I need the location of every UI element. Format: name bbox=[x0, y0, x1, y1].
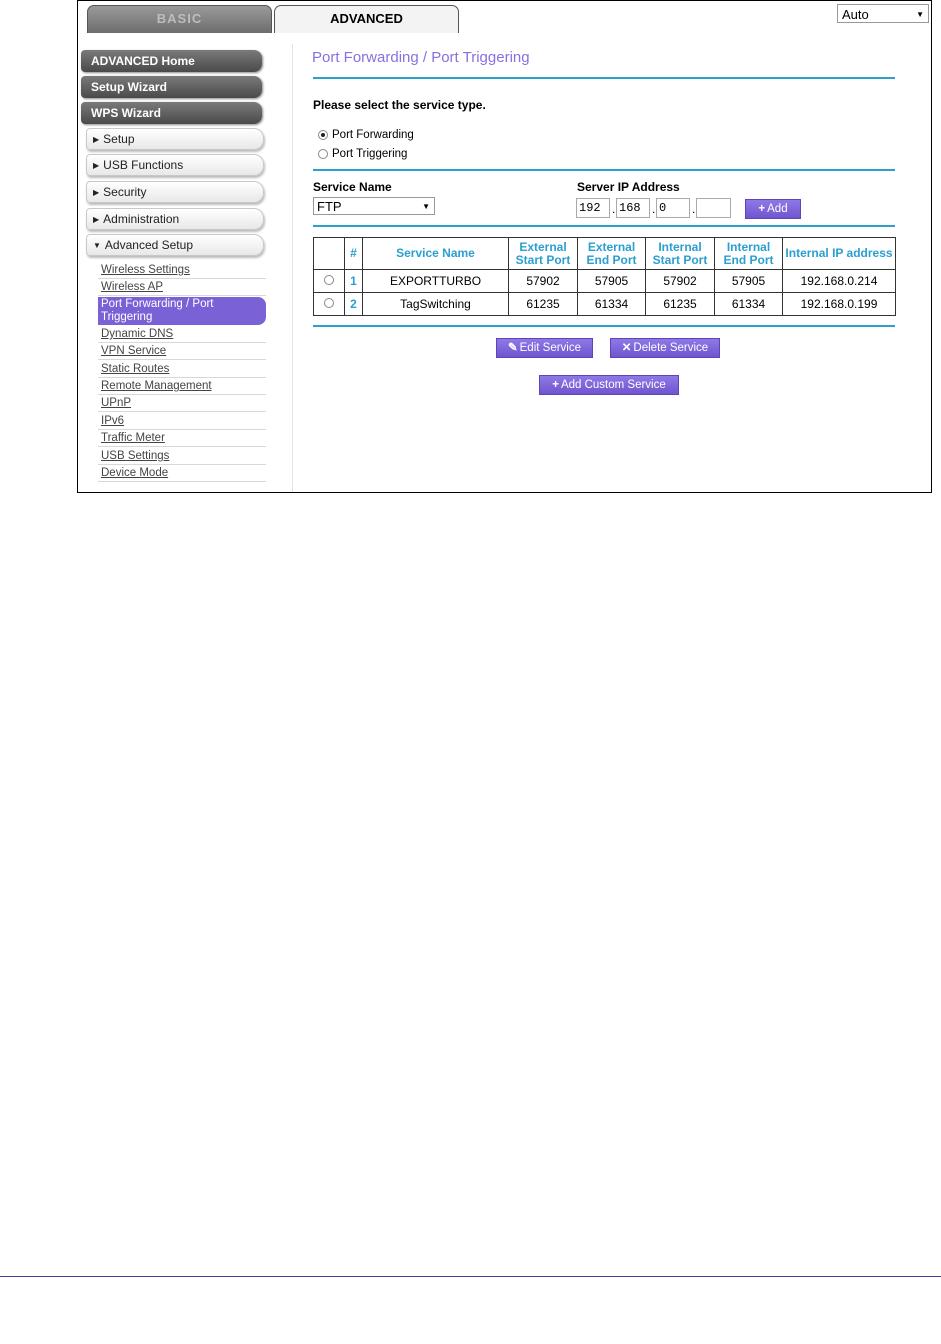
add-button-label: Add bbox=[767, 203, 788, 215]
sidebar-group-label: Security bbox=[103, 185, 147, 199]
plus-icon: + bbox=[758, 203, 766, 215]
radio-port-forwarding[interactable] bbox=[318, 130, 328, 140]
sidebar-group-usb-functions[interactable] bbox=[86, 154, 264, 176]
sidebar-item-device-mode[interactable]: Device Mode bbox=[98, 465, 266, 482]
table-row bbox=[314, 293, 896, 316]
add-custom-service-label: Add Custom Service bbox=[560, 379, 666, 391]
table-header-row bbox=[314, 238, 896, 270]
sidebar-item-wireless-settings[interactable]: Wireless Settings bbox=[98, 262, 266, 279]
sidebar bbox=[78, 34, 292, 492]
row-number: 1 bbox=[345, 270, 363, 293]
sidebar-group-label: Administration bbox=[103, 212, 180, 226]
triangle-down-icon: ▼ bbox=[93, 241, 101, 250]
sidebar-item-wireless-ap[interactable]: Wireless AP bbox=[98, 279, 266, 296]
row-select-cell bbox=[314, 293, 345, 316]
sidebar-group-security[interactable] bbox=[86, 181, 264, 203]
service-name-select[interactable] bbox=[313, 197, 435, 215]
header-internal-start-port: Internal Start Port bbox=[646, 238, 715, 270]
sidebar-item-advanced-home[interactable]: ADVANCED Home bbox=[81, 50, 262, 72]
row-external-start-port: 61235 bbox=[509, 293, 578, 316]
divider bbox=[313, 225, 895, 227]
row-internal-end-port: 61334 bbox=[715, 293, 783, 316]
delete-service-button[interactable] bbox=[610, 338, 720, 358]
ip-octet-1-field[interactable]: 192 bbox=[576, 198, 610, 218]
edit-service-button[interactable] bbox=[496, 338, 593, 358]
close-icon: ✕ bbox=[621, 342, 632, 354]
ip-separator: . bbox=[612, 202, 616, 216]
row-internal-ip: 192.168.0.214 bbox=[783, 270, 896, 293]
row-external-start-port: 57902 bbox=[509, 270, 578, 293]
sidebar-item-port-forwarding[interactable]: Port Forwarding / Port Triggering bbox=[98, 297, 266, 325]
header-internal-end-port: Internal End Port bbox=[715, 238, 783, 270]
header-internal-ip: Internal IP address bbox=[783, 238, 896, 270]
row-service-name: EXPORTTURBO bbox=[363, 270, 509, 293]
pencil-icon: ✎ bbox=[508, 342, 518, 354]
language-value: Auto bbox=[842, 7, 869, 22]
row-radio[interactable] bbox=[324, 275, 334, 285]
sidebar-item-usb-settings[interactable]: USB Settings bbox=[98, 448, 266, 465]
divider bbox=[313, 325, 895, 327]
row-number: 2 bbox=[345, 293, 363, 316]
divider bbox=[313, 77, 895, 79]
service-name-value: FTP bbox=[317, 199, 342, 214]
sidebar-item-vpn-service[interactable]: VPN Service bbox=[98, 343, 266, 360]
main-panel bbox=[292, 44, 923, 492]
sidebar-item-upnp[interactable]: UPnP bbox=[98, 395, 266, 412]
row-internal-ip: 192.168.0.199 bbox=[783, 293, 896, 316]
sidebar-item-traffic-meter[interactable]: Traffic Meter bbox=[98, 430, 266, 447]
ip-octet-2-field[interactable]: 168 bbox=[616, 198, 650, 218]
radio-port-forwarding-label: Port Forwarding bbox=[332, 129, 414, 141]
ip-separator: . bbox=[692, 202, 696, 216]
row-internal-start-port: 57902 bbox=[646, 270, 715, 293]
language-select[interactable] bbox=[837, 4, 929, 23]
server-ip-label: Server IP Address bbox=[577, 180, 680, 194]
triangle-right-icon: ▶ bbox=[93, 215, 100, 224]
sidebar-group-label: Setup bbox=[103, 132, 135, 146]
page-footer-rule bbox=[0, 1276, 941, 1277]
ip-separator: . bbox=[652, 202, 656, 216]
triangle-right-icon: ▶ bbox=[93, 161, 100, 170]
row-external-end-port: 57905 bbox=[578, 270, 646, 293]
sidebar-item-setup-wizard[interactable]: Setup Wizard bbox=[81, 76, 262, 98]
sidebar-item-dynamic-dns[interactable]: Dynamic DNS bbox=[98, 326, 266, 343]
sidebar-group-label: USB Functions bbox=[103, 158, 184, 172]
table-row bbox=[314, 270, 896, 293]
add-custom-service-button[interactable] bbox=[539, 375, 679, 395]
sidebar-item-wps-wizard[interactable]: WPS Wizard bbox=[81, 102, 262, 124]
header-external-end-port: External End Port bbox=[578, 238, 646, 270]
triangle-right-icon: ▶ bbox=[93, 135, 100, 144]
sidebar-group-label: Advanced Setup bbox=[104, 238, 193, 252]
sidebar-group-administration[interactable] bbox=[86, 208, 264, 230]
service-name-label: Service Name bbox=[313, 180, 392, 194]
header-number: # bbox=[345, 238, 363, 270]
tab-advanced[interactable]: ADVANCED bbox=[274, 5, 459, 33]
page-title: Port Forwarding / Port Triggering bbox=[312, 49, 530, 66]
chevron-down-icon: ▼ bbox=[422, 202, 430, 211]
row-radio[interactable] bbox=[324, 298, 334, 308]
header-service-name: Service Name bbox=[363, 238, 509, 270]
router-admin-screenshot bbox=[77, 0, 932, 493]
radio-port-triggering-label: Port Triggering bbox=[332, 148, 408, 160]
sidebar-item-static-routes[interactable]: Static Routes bbox=[98, 361, 266, 378]
row-internal-start-port: 61235 bbox=[646, 293, 715, 316]
ip-octet-4-field[interactable] bbox=[696, 198, 731, 218]
sidebar-group-setup[interactable] bbox=[86, 128, 264, 150]
edit-service-label: Edit Service bbox=[519, 342, 581, 354]
services-table bbox=[313, 237, 896, 316]
row-internal-end-port: 57905 bbox=[715, 270, 783, 293]
delete-service-label: Delete Service bbox=[633, 342, 709, 354]
chevron-down-icon: ▼ bbox=[916, 10, 924, 19]
header-select bbox=[314, 238, 345, 270]
sidebar-item-ipv6[interactable]: IPv6 bbox=[98, 413, 266, 430]
sidebar-item-remote-management[interactable]: Remote Management bbox=[98, 378, 266, 395]
ip-octet-3-field[interactable]: 0 bbox=[656, 198, 690, 218]
plus-icon: + bbox=[552, 379, 559, 391]
divider bbox=[313, 169, 895, 171]
sidebar-group-advanced-setup[interactable] bbox=[86, 234, 264, 256]
add-button[interactable] bbox=[745, 199, 801, 219]
tab-basic[interactable]: BASIC bbox=[87, 5, 272, 33]
row-select-cell bbox=[314, 270, 345, 293]
top-bar bbox=[78, 1, 931, 33]
row-service-name: TagSwitching bbox=[363, 293, 509, 316]
row-external-end-port: 61334 bbox=[578, 293, 646, 316]
service-type-prompt: Please select the service type. bbox=[313, 98, 486, 112]
radio-port-triggering[interactable] bbox=[318, 149, 328, 159]
header-external-start-port: External Start Port bbox=[509, 238, 578, 270]
triangle-right-icon: ▶ bbox=[93, 188, 100, 197]
